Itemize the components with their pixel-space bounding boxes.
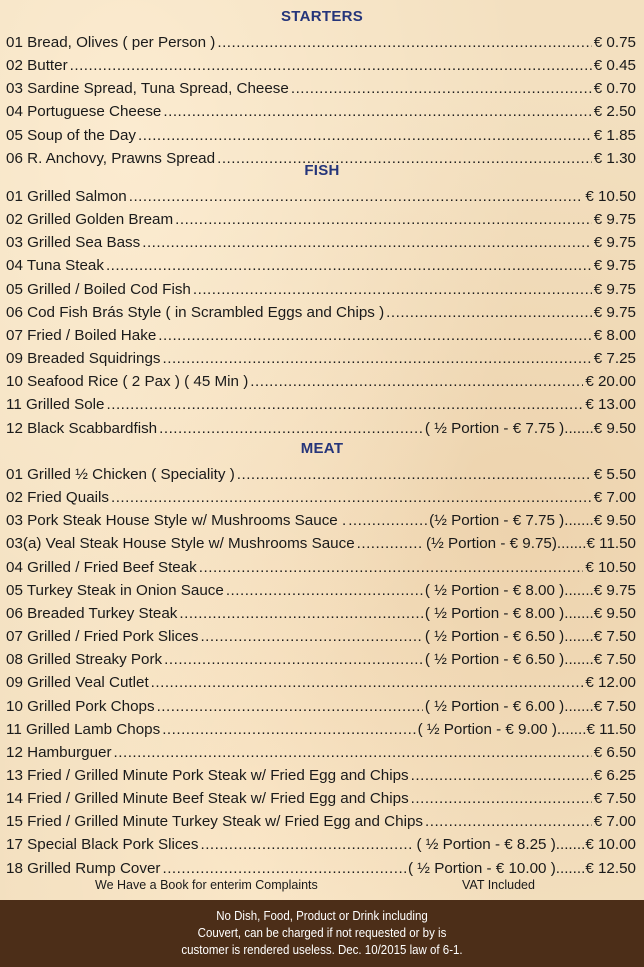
dot-leader	[157, 698, 423, 715]
menu-item	[6, 741, 636, 764]
menu-item-name: 11 Grilled Lamb Chops	[6, 720, 161, 738]
half-portion-price: (½ Portion - € 7.75 )	[429, 512, 565, 530]
menu-item-name: 05 Turkey Steak in Onion Sauce	[6, 581, 224, 599]
menu-item-price: € 7.50	[593, 697, 636, 715]
menu-item-price: € 0.70	[593, 80, 636, 98]
dot-leader	[163, 103, 591, 120]
menu-item	[6, 231, 636, 254]
menu-item-price: € 6.50	[593, 743, 636, 761]
menu-item-name: 06 Cod Fish Brás Style ( in Scrambled Eggs and Chips )	[6, 303, 385, 321]
menu-item	[6, 393, 636, 416]
dot-leader	[107, 396, 584, 413]
dot-leader	[151, 674, 584, 691]
menu-item-name: 03 Pork Steak House Style w/ Mushrooms Sauce .	[6, 512, 347, 530]
menu-item-price: € 1.30	[593, 149, 636, 167]
dot-leader	[159, 420, 423, 437]
half-portion-price: ( ½ Portion - € 10.00 )	[408, 859, 556, 877]
menu-item-price: € 7.50	[593, 628, 636, 646]
dot-leader	[193, 281, 592, 298]
menu-item-price: € 9.50	[593, 419, 636, 437]
menu-item-price: € 13.00	[585, 396, 636, 414]
menu-item-price: € 9.75	[593, 303, 636, 321]
dot-leader: .......	[555, 859, 586, 877]
menu-item	[6, 810, 636, 833]
legal-footer	[0, 900, 644, 967]
dot-leader: .......	[564, 651, 594, 669]
menu-item-name: 09 Breaded Squidrings	[6, 350, 161, 368]
menu-item-price: € 20.00	[585, 373, 636, 391]
menu-item-price: € 9.75	[593, 581, 636, 599]
dot-leader: .......	[556, 535, 587, 553]
menu-item-name: 01 Bread, Olives ( per Person )	[6, 34, 216, 51]
dot-leader: .......	[555, 836, 586, 854]
half-portion-price: ( ½ Portion - € 8.00 )	[424, 581, 565, 599]
section-title-fish: FISH	[304, 162, 340, 179]
half-portion-price: (½ Portion - € 9.75)	[426, 535, 557, 553]
menu-item	[6, 324, 636, 347]
menu-item-price: € 0.75	[593, 34, 636, 51]
menu-item-price: € 0.45	[593, 57, 636, 75]
menu-item	[6, 124, 636, 147]
menu-item-name: 03 Sardine Spread, Tuna Spread, Cheese	[6, 80, 289, 98]
menu-item-price: € 9.75	[593, 280, 636, 298]
section-title-meat: MEAT	[300, 440, 344, 457]
menu-item	[6, 208, 636, 231]
half-portion-price: ( ½ Portion - € 6.50 )	[424, 651, 565, 669]
dot-leader	[425, 813, 592, 830]
menu-item-name: 04 Portuguese Cheese	[6, 103, 162, 121]
menu-item	[6, 671, 636, 694]
menu-item	[6, 648, 636, 671]
vat-note: VAT Included	[462, 878, 535, 892]
menu-item-price: € 7.50	[593, 651, 636, 669]
dot-leader: .......	[564, 604, 594, 622]
menu-item-name: 10 Seafood Rice ( 2 Pax ) ( 45 Min )	[6, 373, 249, 391]
menu-item-name: 17 Special Black Pork Slices	[6, 836, 199, 854]
menu-item-name: 03 Grilled Sea Bass	[6, 234, 141, 252]
menu-item-price: € 12.50	[585, 859, 636, 877]
half-portion-price: ( ½ Portion - € 8.25 )	[416, 836, 556, 854]
dot-leader	[175, 211, 592, 228]
menu-item	[6, 532, 636, 555]
dot-leader	[106, 257, 592, 274]
menu-item	[6, 718, 636, 741]
menu-item-price: € 10.50	[585, 558, 636, 576]
complaints-note: We Have a Book for enterim Complaints	[95, 878, 318, 892]
menu-item-price: € 10.50	[585, 188, 636, 205]
menu-item	[6, 556, 636, 579]
menu-item-price: € 9.50	[593, 512, 636, 530]
menu-item	[6, 100, 636, 123]
menu-item	[6, 347, 636, 370]
menu-item-price: € 9.75	[593, 211, 636, 229]
menu-item-price: € 7.50	[593, 790, 636, 808]
dot-leader: .......	[564, 512, 594, 530]
menu-item-name: 09 Grilled Veal Cutlet	[6, 674, 149, 692]
menu-item	[6, 625, 636, 648]
menu-item	[6, 278, 636, 301]
menu-item-name: 06 Breaded Turkey Steak	[6, 604, 178, 622]
dot-leader	[226, 582, 423, 599]
menu-item-name: 04 Tuna Steak	[6, 257, 104, 275]
footer-line-2: Couvert, can be charged if not requested or by is	[197, 926, 447, 940]
dot-leader	[217, 34, 591, 51]
menu-item-name: 11 Grilled Sole	[6, 396, 105, 414]
menu-item	[6, 764, 636, 787]
half-portion-price: ( ½ Portion - € 7.75 )	[424, 419, 565, 437]
footer-line-1: No Dish, Food, Product or Drink including	[216, 909, 428, 923]
menu-item-name: 14 Fried / Grilled Minute Beef Steak w/ Fried Egg and Chips	[6, 790, 409, 808]
half-portion-price: ( ½ Portion - € 8.00 )	[424, 604, 565, 622]
menu-item	[6, 857, 636, 880]
menu-item-price: € 9.75	[593, 234, 636, 252]
menu-item	[6, 370, 636, 393]
menu-item-name: 05 Soup of the Day	[6, 126, 137, 144]
menu-item-name: 10 Grilled Pork Chops	[6, 697, 155, 715]
menu-item-name: 07 Fried / Boiled Hake	[6, 326, 157, 344]
menu-item-price: € 11.50	[586, 535, 636, 553]
half-portion-price: ( ½ Portion - € 6.50 )	[424, 628, 565, 646]
dot-leader	[291, 80, 592, 97]
menu-item-name: 05 Grilled / Boiled Cod Fish	[6, 280, 191, 298]
dot-leader	[200, 628, 422, 645]
menu-item-price: € 9.75	[593, 257, 636, 275]
menu-item-price: € 7.00	[593, 813, 636, 831]
menu-item	[6, 301, 636, 324]
dot-leader: .......	[556, 720, 587, 738]
menu-item	[6, 695, 636, 718]
dot-leader	[164, 651, 423, 668]
menu-item-price: € 7.00	[593, 489, 636, 507]
menu-item-name: 04 Grilled / Fried Beef Steak	[6, 558, 197, 576]
menu-item-name: 02 Fried Quails	[6, 489, 109, 507]
menu-item-price: € 2.50	[593, 103, 636, 121]
dot-leader	[162, 721, 415, 738]
dot-leader	[138, 127, 592, 144]
menu-item	[6, 31, 636, 54]
dot-leader	[111, 489, 592, 506]
footer-line-3: customer is rendered useless. Dec. 10/2015 law of 6-1.	[181, 943, 463, 957]
menu-item	[6, 54, 636, 77]
menu-item	[6, 787, 636, 810]
dot-leader	[250, 373, 583, 390]
menu-item-name: 07 Grilled / Fried Pork Slices	[6, 628, 199, 646]
dot-leader	[114, 744, 592, 761]
menu-item-name: 08 Grilled Streaky Pork	[6, 651, 163, 669]
dot-leader	[411, 790, 592, 807]
menu-item-name: 03(a) Veal Steak House Style w/ Mushrooms Sauce	[6, 535, 355, 553]
menu-item-name: 02 Butter	[6, 57, 68, 75]
menu-item	[6, 579, 636, 602]
dot-leader: .......	[564, 419, 594, 437]
half-portion-price: ( ½ Portion - € 9.00 )	[417, 720, 557, 738]
half-portion-price: ( ½ Portion - € 6.00 )	[424, 697, 565, 715]
dot-leader: .......	[564, 628, 594, 646]
section-title-starters: STARTERS	[280, 8, 364, 25]
menu-item	[6, 509, 636, 532]
menu-item-price: € 9.50	[593, 604, 636, 622]
dot-leader	[237, 466, 592, 483]
menu-item-name: 15 Fried / Grilled Minute Turkey Steak w/ Fried Egg and Chips	[6, 813, 423, 831]
menu-item	[6, 463, 636, 486]
menu-item	[6, 833, 636, 856]
menu-item-price: € 12.00	[585, 674, 636, 692]
menu-item-price: € 6.25	[593, 766, 636, 784]
menu-item-name: 12 Black Scabbardfish	[6, 419, 158, 437]
menu-item	[6, 77, 636, 100]
menu-item	[6, 486, 636, 509]
menu-item-price: € 1.85	[593, 126, 636, 144]
dot-leader	[200, 836, 414, 853]
menu-item	[6, 602, 636, 625]
dot-leader	[411, 767, 592, 784]
dot-leader	[199, 559, 584, 576]
menu-item-name: 12 Hamburguer	[6, 743, 112, 761]
menu-item-name: 13 Fried / Grilled Minute Pork Steak w/ Fried Egg and Chips	[6, 766, 409, 784]
menu-item-price: € 11.50	[586, 720, 636, 738]
menu-item-price: € 7.25	[593, 350, 636, 368]
menu-item-price: € 8.00	[593, 326, 636, 344]
dot-leader	[162, 860, 406, 877]
menu-item-name: 02 Grilled Golden Bream	[6, 211, 174, 229]
dot-leader	[70, 57, 592, 74]
menu-item-name: 01 Grilled ½ Chicken ( Speciality )	[6, 466, 235, 483]
dot-leader	[386, 304, 592, 321]
menu-item-name: 18 Grilled Rump Cover	[6, 859, 161, 877]
dot-leader	[163, 350, 592, 367]
dot-leader	[348, 512, 427, 529]
notes-bar	[0, 878, 644, 896]
dot-leader	[179, 605, 423, 622]
menu-item	[6, 185, 636, 208]
menu-item	[6, 417, 636, 440]
menu-item-price: € 5.50	[593, 466, 636, 483]
dot-leader	[142, 234, 592, 251]
menu-item-price: € 10.00	[585, 836, 636, 854]
dot-leader: .......	[564, 581, 594, 599]
menu-item-name: 01 Grilled Salmon	[6, 188, 127, 205]
dot-leader	[158, 327, 591, 344]
menu-item-name: 06 R. Anchovy, Prawns Spread	[6, 149, 216, 167]
dot-leader	[129, 188, 584, 205]
dot-leader	[357, 535, 424, 552]
menu-item	[6, 254, 636, 277]
dot-leader: .......	[564, 697, 594, 715]
